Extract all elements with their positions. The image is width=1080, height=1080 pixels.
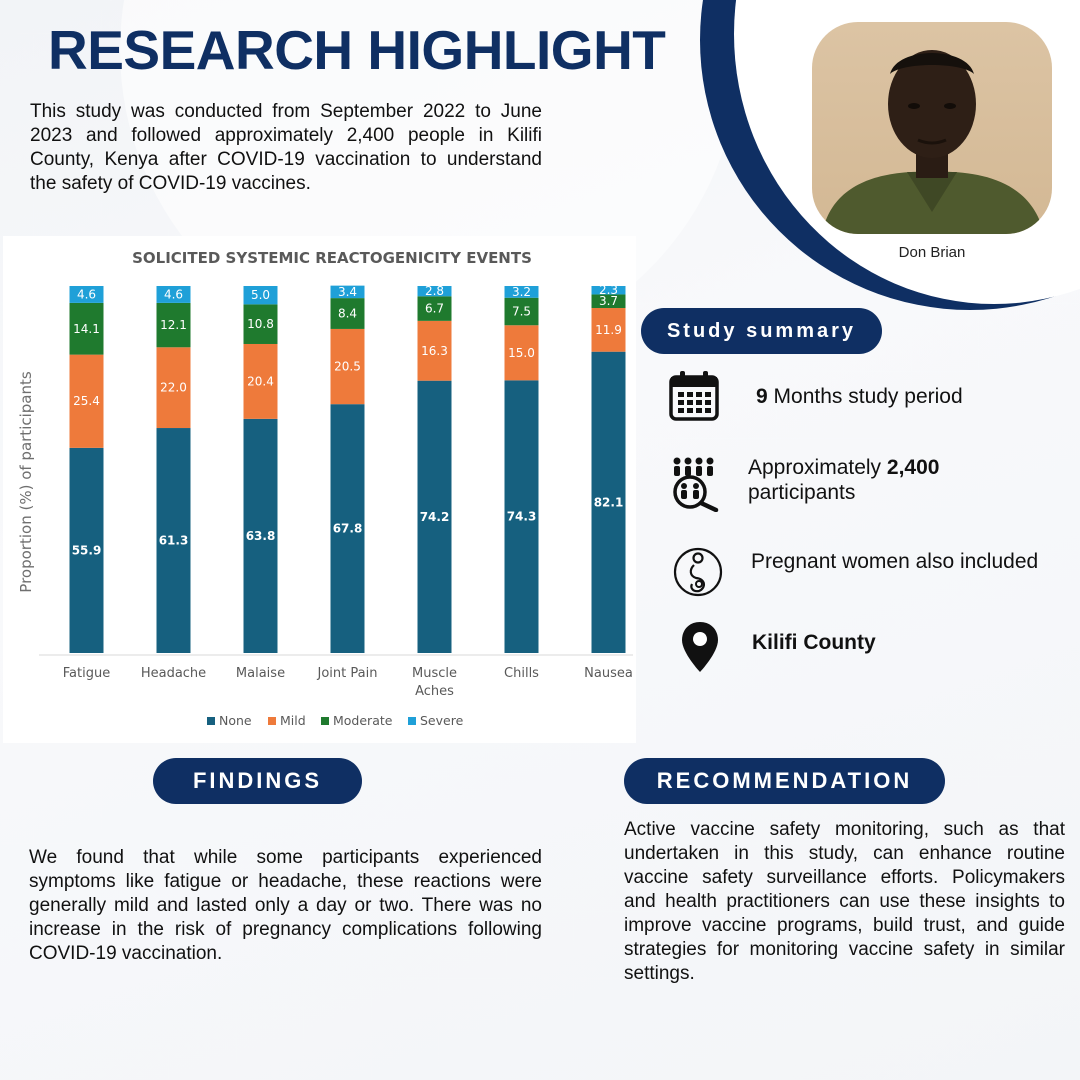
x-tick-nausea: Nausea (584, 666, 633, 681)
data-label-severe-headache: 4.6 (163, 287, 184, 302)
data-label-severe-muscle-aches: 2.8 (424, 284, 445, 299)
legend-swatch-none (207, 717, 215, 725)
data-label-moderate-muscle-aches: 6.7 (424, 301, 445, 316)
data-label-mild-muscle-aches: 16.3 (421, 343, 448, 358)
legend-label-severe: Severe (420, 713, 464, 728)
y-axis-label: Proportion (%) of participants (17, 371, 35, 593)
recommendation-heading: RECOMMENDATION (624, 758, 945, 804)
people-search-icon (668, 456, 722, 512)
legend-swatch-mild (268, 717, 276, 725)
pregnant-women-note: Pregnant women also included (751, 550, 1039, 573)
data-label-none-headache: 61.3 (158, 533, 189, 548)
bars-group (70, 283, 626, 653)
data-label-moderate-joint-pain: 8.4 (337, 306, 358, 321)
data-label-none-fatigue: 55.9 (71, 543, 102, 558)
chart-title: SOLICITED SYSTEMIC REACTOGENICITY EVENTS (132, 249, 532, 267)
data-label-severe-nausea: 2.3 (598, 283, 619, 298)
data-label-mild-joint-pain: 20.5 (334, 359, 361, 374)
study-summary-heading: Study summary (641, 308, 882, 354)
data-label-none-malaise: 63.8 (245, 528, 276, 543)
data-label-moderate-nausea: 3.7 (598, 294, 619, 309)
legend-swatch-severe (408, 717, 416, 725)
intro-paragraph: This study was conducted from September 2022 to June 2023 and followed approximately 2,400 people in Kilifi County, Kenya after COVID-19 vaccination to understand the safety of COVID-19 vaccines. (30, 101, 542, 194)
data-label-none-chills: 74.3 (506, 509, 537, 524)
data-label-mild-nausea: 11.9 (595, 322, 622, 337)
profile-name: Don Brian (898, 244, 966, 261)
study-period-label: Months study period (773, 385, 963, 408)
data-label-none-joint-pain: 67.8 (332, 521, 363, 536)
x-tick-muscle-aches: Muscle Aches (412, 666, 457, 699)
legend-label-moderate: Moderate (333, 713, 393, 728)
x-tick-malaise: Malaise (235, 666, 286, 681)
chart-panel (3, 236, 636, 743)
data-label-moderate-chills: 7.5 (511, 304, 532, 319)
x-tick-fatigue: Fatigue (62, 666, 111, 681)
calendar-icon (668, 370, 720, 422)
data-label-none-nausea: 82.1 (593, 495, 624, 510)
legend-label-none: None (219, 713, 252, 728)
x-tick-labels (63, 666, 633, 699)
data-label-moderate-malaise: 10.8 (247, 317, 274, 332)
data-label-moderate-headache: 12.1 (160, 318, 187, 333)
study-location: Kilifi County (752, 631, 876, 654)
participants-value: 2,400 (886, 456, 940, 479)
portrait-image (812, 22, 1052, 234)
study-period (756, 384, 963, 409)
data-label-mild-malaise: 20.4 (247, 374, 274, 389)
legend-label-mild: Mild (280, 713, 306, 728)
data-label-moderate-fatigue: 14.1 (73, 321, 100, 336)
participants-prefix: Approximately (748, 456, 882, 479)
x-tick-chills: Chills (504, 666, 539, 681)
chart-legend (207, 713, 464, 728)
page-title: RESEARCH HIGHLIGHT (48, 19, 666, 81)
study-period-value: 9 (756, 385, 768, 408)
findings-paragraph: We found that while some participants experienced symptoms like fatigue or headache, these reactions were generally mild and lasted only a day or two. There was no increase in the risk of pregnancy complications following COVID-19 vaccination. (29, 847, 542, 964)
data-label-mild-fatigue: 25.4 (73, 394, 100, 409)
data-label-severe-malaise: 5.0 (250, 288, 271, 303)
data-label-none-muscle-aches: 74.2 (419, 509, 450, 524)
location-pin-icon (680, 620, 720, 674)
data-label-mild-headache: 22.0 (160, 380, 187, 395)
x-tick-joint-pain: Joint Pain (317, 666, 378, 681)
x-tick-headache: Headache (140, 666, 207, 681)
participants-summary (748, 455, 939, 505)
data-label-mild-chills: 15.0 (508, 345, 535, 360)
pregnant-woman-icon (672, 546, 724, 598)
profile-photo (812, 22, 1052, 234)
data-label-severe-chills: 3.2 (511, 284, 532, 299)
stacked-bar-chart (3, 236, 636, 743)
data-label-severe-fatigue: 4.6 (76, 287, 97, 302)
data-label-severe-joint-pain: 3.4 (337, 284, 358, 299)
findings-heading: FINDINGS (153, 758, 362, 804)
legend-swatch-moderate (321, 717, 329, 725)
participants-suffix: participants (748, 481, 856, 504)
recommendation-paragraph: Active vaccine safety monitoring, such as that undertaken in this study, can enhance routine vaccine safety surveillance efforts. Policymakers and health practitioners can use these insights to improve vaccine programs, build trust, and guide strategies for monitoring vaccine safety in similar settings. (624, 819, 1065, 984)
